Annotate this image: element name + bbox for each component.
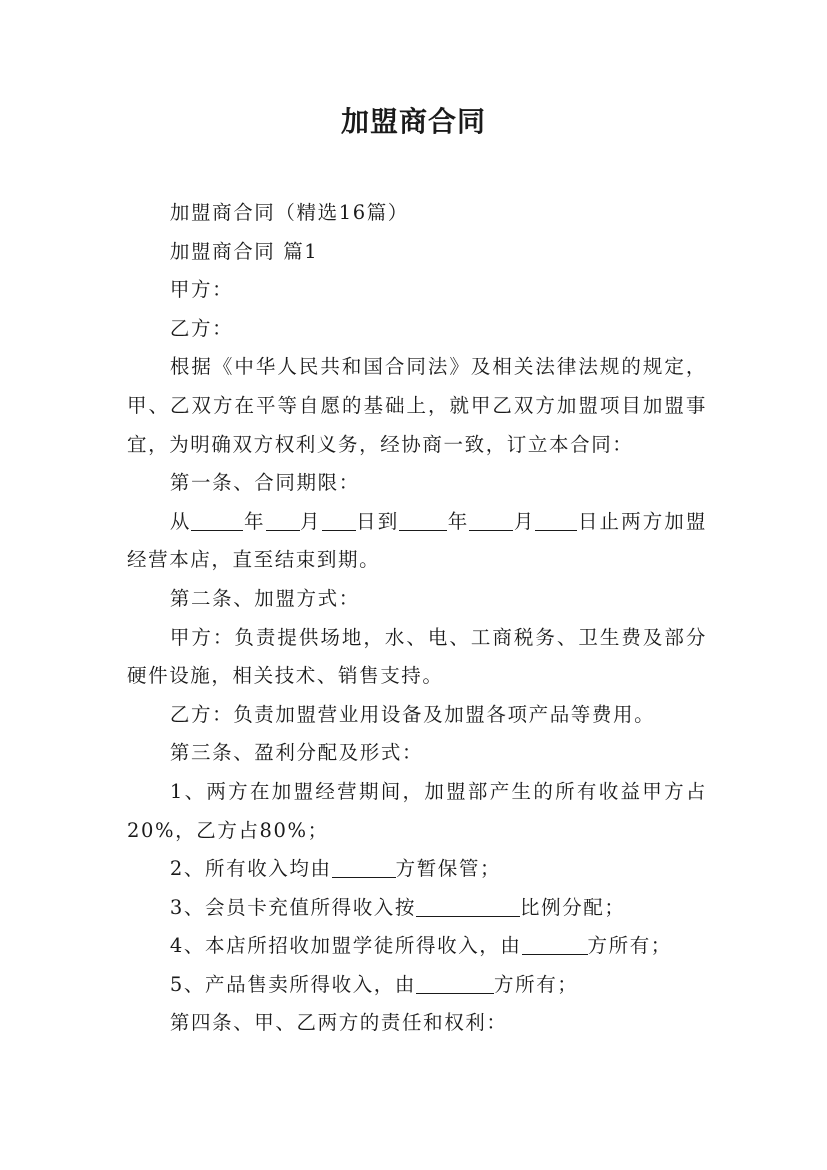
text-segment: 日止两方加盟经营本店，直至结束到期。 (127, 509, 707, 572)
paragraph-article-3-item-3 (127, 889, 707, 928)
blank-line (191, 509, 243, 530)
document-body (127, 194, 707, 1043)
text-segment: 从 (169, 509, 192, 533)
paragraph-article-3-item-1: 1、两方在加盟经营期间，加盟部产生的所有收益甲方占20%，乙方占80%； (127, 779, 707, 842)
paragraph-article-1-term (127, 503, 707, 580)
paragraph-party-a: 甲方： (169, 278, 234, 302)
paragraph-preamble: 根据《中华人民共和国合同法》及相关法律法规的规定，甲、乙双方在平等自愿的基础上，就甲乙双方加盟项目加盟事宜，为明确双方权利义务，经协商一致，订立本合同： (127, 355, 707, 456)
paragraph-article-3-heading: 第三条、盈利分配及形式： (169, 741, 424, 765)
blank-line (469, 509, 513, 530)
text-segment: 3、会员卡充值所得收入按 (169, 895, 416, 919)
paragraph-article-2-party-a: 甲方：负责提供场地，水、电、工商税务、卫生费及部分硬件设施，相关技术、销售支持。 (127, 625, 707, 688)
blank-line (535, 509, 577, 530)
blank-line (332, 857, 396, 878)
text-segment: 月 (299, 509, 322, 533)
text-segment: 年 (447, 509, 470, 533)
paragraph-article-3-item-2 (127, 850, 707, 889)
paragraph-article-2-heading: 第二条、加盟方式： (169, 586, 360, 610)
paragraph-article-1-heading: 第一条、合同期限： (169, 471, 360, 495)
paragraph-party-b: 乙方： (169, 316, 234, 340)
text-segment: 4、本店所招收加盟学徒所得收入，由 (169, 934, 522, 958)
text-segment: 方暂保管； (395, 857, 502, 881)
blank-line (416, 895, 520, 916)
blank-line (416, 972, 494, 993)
text-segment: 日到 (355, 509, 400, 533)
text-segment: 月 (513, 509, 536, 533)
blank-line (322, 509, 356, 530)
text-segment: 方所有； (494, 972, 579, 996)
paragraph-subtitle: 加盟商合同（精选16篇） (169, 201, 409, 224)
blank-line (266, 509, 300, 530)
paragraph-article-3-item-4 (127, 927, 707, 966)
text-segment: 方所有； (587, 934, 672, 958)
text-segment: 5、产品售卖所得收入，由 (169, 972, 416, 996)
paragraph-section-heading: 加盟商合同 篇1 (169, 239, 319, 263)
paragraph-article-2-party-b: 乙方：负责加盟营业用设备及加盟各项产品等费用。 (169, 702, 656, 726)
blank-line (399, 509, 447, 530)
paragraph-article-4-heading: 第四条、甲、乙两方的责任和权利： (169, 1011, 508, 1035)
document-title: 加盟商合同 (340, 105, 486, 138)
paragraph-article-3-item-5 (127, 966, 707, 1005)
blank-line (522, 934, 588, 955)
text-segment: 比例分配； (520, 895, 626, 919)
text-segment: 2、所有收入均由 (169, 857, 332, 881)
text-segment: 年 (243, 509, 266, 533)
